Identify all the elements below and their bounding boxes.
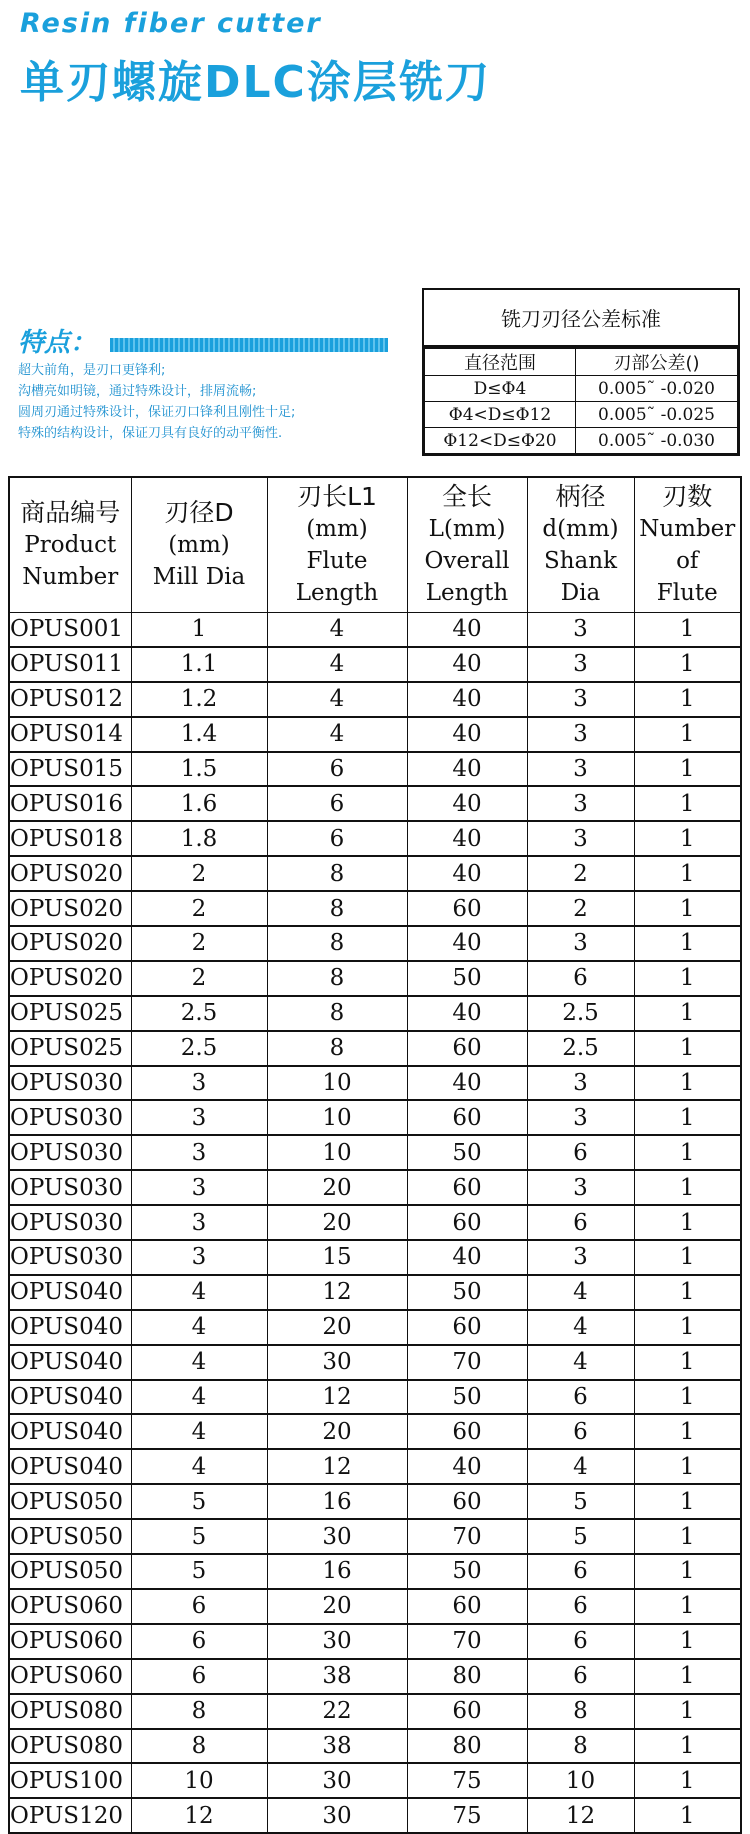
cell-overall-length: 80 xyxy=(407,1729,527,1764)
tolerance-value: 0.005˜ -0.025 xyxy=(576,402,738,428)
cell-flute-length: 20 xyxy=(267,1310,407,1345)
cell-shank-dia: 3 xyxy=(527,926,634,961)
cell-flute-count: 1 xyxy=(634,1519,741,1554)
cell-flute-length: 12 xyxy=(267,1380,407,1415)
cell-mill-dia: 5 xyxy=(131,1519,267,1554)
table-row xyxy=(9,682,741,717)
cell-product-number: OPUS030 xyxy=(9,1240,131,1275)
cell-mill-dia: 2.5 xyxy=(131,1031,267,1066)
table-row xyxy=(9,996,741,1031)
cell-shank-dia: 3 xyxy=(527,1240,634,1275)
cell-product-number: OPUS030 xyxy=(9,1135,131,1170)
cell-overall-length: 40 xyxy=(407,786,527,821)
cell-flute-length: 8 xyxy=(267,926,407,961)
header-en: Length xyxy=(295,580,379,606)
cell-product-number: OPUS040 xyxy=(9,1345,131,1380)
cell-flute-length: 8 xyxy=(267,961,407,996)
cell-mill-dia: 1.8 xyxy=(131,821,267,856)
cell-overall-length: 40 xyxy=(407,682,527,717)
cell-mill-dia: 10 xyxy=(131,1763,267,1798)
cell-mill-dia: 8 xyxy=(131,1694,267,1729)
header-product-number xyxy=(9,477,131,613)
cell-overall-length: 70 xyxy=(407,1624,527,1659)
header-en: of xyxy=(676,548,699,574)
cell-mill-dia: 4 xyxy=(131,1345,267,1380)
header-en: Number xyxy=(22,564,119,590)
table-row xyxy=(9,1519,741,1554)
cell-shank-dia: 6 xyxy=(527,1205,634,1240)
cell-overall-length: 40 xyxy=(407,752,527,787)
cell-flute-count: 1 xyxy=(634,1310,741,1345)
table-row xyxy=(9,1066,741,1101)
cell-flute-length: 30 xyxy=(267,1345,407,1380)
cell-product-number: OPUS050 xyxy=(9,1554,131,1589)
cell-mill-dia: 8 xyxy=(131,1729,267,1764)
table-row xyxy=(9,1589,741,1624)
cell-shank-dia: 2 xyxy=(527,891,634,926)
table-row xyxy=(9,1484,741,1519)
cell-product-number: OPUS060 xyxy=(9,1624,131,1659)
table-row xyxy=(9,961,741,996)
header-en: Flute xyxy=(306,548,368,574)
cell-mill-dia: 3 xyxy=(131,1066,267,1101)
cell-flute-count: 1 xyxy=(634,1624,741,1659)
cell-product-number: OPUS030 xyxy=(9,1170,131,1205)
header-flute-count xyxy=(634,477,741,613)
header-en: (mm) xyxy=(306,516,368,542)
cell-flute-count: 1 xyxy=(634,1694,741,1729)
cell-overall-length: 60 xyxy=(407,1589,527,1624)
cell-mill-dia: 2 xyxy=(131,856,267,891)
header-overall-length xyxy=(407,477,527,613)
table-row xyxy=(9,1694,741,1729)
tolerance-header-tolerance: 刃部公差() xyxy=(576,349,738,376)
cell-flute-length: 4 xyxy=(267,613,407,647)
header-en: Dia xyxy=(560,580,601,606)
header-cn: 刃长L1 xyxy=(297,482,377,511)
cell-flute-length: 6 xyxy=(267,821,407,856)
cell-mill-dia: 1.1 xyxy=(131,647,267,682)
cell-product-number: OPUS025 xyxy=(9,1031,131,1066)
cell-flute-length: 30 xyxy=(267,1624,407,1659)
cell-overall-length: 60 xyxy=(407,1100,527,1135)
cell-mill-dia: 4 xyxy=(131,1310,267,1345)
cell-overall-length: 40 xyxy=(407,717,527,752)
tolerance-table xyxy=(422,288,740,456)
cell-flute-count: 1 xyxy=(634,613,741,647)
cell-shank-dia: 5 xyxy=(527,1519,634,1554)
cell-flute-length: 4 xyxy=(267,682,407,717)
cell-mill-dia: 1.2 xyxy=(131,682,267,717)
cell-overall-length: 60 xyxy=(407,1031,527,1066)
cell-overall-length: 50 xyxy=(407,961,527,996)
tolerance-range: Φ4<D≤Φ12 xyxy=(425,402,576,428)
cell-overall-length: 40 xyxy=(407,1240,527,1275)
table-row xyxy=(9,821,741,856)
cell-flute-count: 1 xyxy=(634,682,741,717)
cell-overall-length: 50 xyxy=(407,1554,527,1589)
cell-shank-dia: 3 xyxy=(527,1170,634,1205)
table-row xyxy=(9,1170,741,1205)
cell-flute-count: 1 xyxy=(634,1066,741,1101)
cell-overall-length: 60 xyxy=(407,1310,527,1345)
cell-flute-count: 1 xyxy=(634,1031,741,1066)
cell-flute-length: 12 xyxy=(267,1275,407,1310)
table-row xyxy=(9,752,741,787)
table-row xyxy=(9,786,741,821)
cell-flute-count: 1 xyxy=(634,821,741,856)
cell-product-number: OPUS040 xyxy=(9,1380,131,1415)
header-cn: 刃径D xyxy=(164,498,234,527)
cell-overall-length: 70 xyxy=(407,1345,527,1380)
table-row xyxy=(9,647,741,682)
cell-mill-dia: 2 xyxy=(131,961,267,996)
cell-shank-dia: 4 xyxy=(527,1310,634,1345)
cell-overall-length: 50 xyxy=(407,1275,527,1310)
cell-flute-count: 1 xyxy=(634,786,741,821)
cell-flute-length: 10 xyxy=(267,1066,407,1101)
cell-flute-length: 12 xyxy=(267,1449,407,1484)
feature-line: 沟槽亮如明镜，通过特殊设计，排屑流畅; xyxy=(18,384,257,399)
cell-flute-count: 1 xyxy=(634,1170,741,1205)
cell-mill-dia: 4 xyxy=(131,1449,267,1484)
cell-flute-count: 1 xyxy=(634,1205,741,1240)
cell-product-number: OPUS050 xyxy=(9,1519,131,1554)
cell-shank-dia: 6 xyxy=(527,1380,634,1415)
tolerance-value: 0.005˜ -0.030 xyxy=(576,428,738,454)
table-row xyxy=(9,613,741,647)
table-row xyxy=(9,1729,741,1764)
features-heading: 特点： xyxy=(18,328,97,358)
tolerance-range: Φ12<D≤Φ20 xyxy=(425,428,576,454)
cell-overall-length: 50 xyxy=(407,1380,527,1415)
cell-flute-count: 1 xyxy=(634,1589,741,1624)
cell-product-number: OPUS020 xyxy=(9,926,131,961)
cell-overall-length: 80 xyxy=(407,1659,527,1694)
cell-flute-count: 1 xyxy=(634,1135,741,1170)
cell-flute-count: 1 xyxy=(634,1484,741,1519)
cell-flute-length: 30 xyxy=(267,1519,407,1554)
cell-shank-dia: 3 xyxy=(527,1100,634,1135)
cell-flute-count: 1 xyxy=(634,1100,741,1135)
cell-mill-dia: 4 xyxy=(131,1414,267,1449)
cell-shank-dia: 2.5 xyxy=(527,996,634,1031)
cell-product-number: OPUS040 xyxy=(9,1449,131,1484)
header-cn: 全长 xyxy=(441,482,492,511)
cell-shank-dia: 4 xyxy=(527,1275,634,1310)
cell-flute-length: 10 xyxy=(267,1100,407,1135)
cell-shank-dia: 4 xyxy=(527,1345,634,1380)
cell-flute-count: 1 xyxy=(634,752,741,787)
cell-mill-dia: 12 xyxy=(131,1798,267,1833)
header-en: d(mm) xyxy=(542,516,619,542)
cell-mill-dia: 1 xyxy=(131,613,267,647)
cell-shank-dia: 6 xyxy=(527,1659,634,1694)
header-cn: 刃数 xyxy=(662,482,713,511)
tolerance-grid xyxy=(424,348,738,454)
title-english: Resin fiber cutter xyxy=(20,8,322,39)
table-row xyxy=(9,1275,741,1310)
table-row xyxy=(9,1031,741,1066)
cell-product-number: OPUS030 xyxy=(9,1066,131,1101)
cell-shank-dia: 10 xyxy=(527,1763,634,1798)
features-list xyxy=(18,360,295,444)
cell-flute-length: 38 xyxy=(267,1659,407,1694)
cell-overall-length: 60 xyxy=(407,1694,527,1729)
cell-product-number: OPUS001 xyxy=(9,613,131,647)
table-row xyxy=(9,891,741,926)
table-row xyxy=(9,1100,741,1135)
product-table-body xyxy=(9,613,741,1834)
cell-flute-length: 16 xyxy=(267,1554,407,1589)
header-en: Flute xyxy=(656,580,718,606)
cell-overall-length: 70 xyxy=(407,1519,527,1554)
header-en: Product xyxy=(24,532,117,558)
table-row xyxy=(9,926,741,961)
cell-mill-dia: 5 xyxy=(131,1554,267,1589)
cell-flute-length: 8 xyxy=(267,856,407,891)
cell-shank-dia: 6 xyxy=(527,1135,634,1170)
cell-product-number: OPUS030 xyxy=(9,1100,131,1135)
table-row xyxy=(9,1380,741,1415)
cell-overall-length: 50 xyxy=(407,1135,527,1170)
header-en: (mm) xyxy=(168,532,230,558)
tolerance-header-range: 直径范围 xyxy=(425,349,576,376)
cell-shank-dia: 3 xyxy=(527,613,634,647)
cell-mill-dia: 3 xyxy=(131,1205,267,1240)
cell-product-number: OPUS100 xyxy=(9,1763,131,1798)
cell-overall-length: 75 xyxy=(407,1798,527,1833)
cell-overall-length: 40 xyxy=(407,613,527,647)
header-shank-dia xyxy=(527,477,634,613)
cell-mill-dia: 6 xyxy=(131,1659,267,1694)
cell-shank-dia: 3 xyxy=(527,752,634,787)
cell-overall-length: 60 xyxy=(407,1484,527,1519)
table-row xyxy=(9,1310,741,1345)
cell-shank-dia: 3 xyxy=(527,647,634,682)
cell-flute-length: 8 xyxy=(267,996,407,1031)
cell-product-number: OPUS011 xyxy=(9,647,131,682)
table-row xyxy=(9,1554,741,1589)
cell-flute-length: 10 xyxy=(267,1135,407,1170)
feature-line: 超大前角，是刃口更锋利; xyxy=(18,363,166,378)
cell-product-number: OPUS040 xyxy=(9,1310,131,1345)
cell-product-number: OPUS014 xyxy=(9,717,131,752)
cell-flute-count: 1 xyxy=(634,1449,741,1484)
cell-shank-dia: 3 xyxy=(527,821,634,856)
cell-overall-length: 40 xyxy=(407,926,527,961)
cell-flute-count: 1 xyxy=(634,856,741,891)
header-en: L(mm) xyxy=(428,516,506,542)
cell-mill-dia: 1.4 xyxy=(131,717,267,752)
cell-shank-dia: 4 xyxy=(527,1449,634,1484)
cell-mill-dia: 6 xyxy=(131,1624,267,1659)
cell-flute-count: 1 xyxy=(634,926,741,961)
cell-product-number: OPUS120 xyxy=(9,1798,131,1833)
cell-flute-count: 1 xyxy=(634,1798,741,1833)
cell-flute-length: 20 xyxy=(267,1589,407,1624)
cell-mill-dia: 4 xyxy=(131,1380,267,1415)
cell-shank-dia: 6 xyxy=(527,1624,634,1659)
title-chinese: 单刃螺旋DLC涂层铣刀 xyxy=(20,57,491,108)
cell-product-number: OPUS020 xyxy=(9,856,131,891)
header-en: Shank xyxy=(543,548,618,574)
cell-mill-dia: 2 xyxy=(131,926,267,961)
cell-flute-length: 30 xyxy=(267,1763,407,1798)
cell-mill-dia: 1.5 xyxy=(131,752,267,787)
cell-product-number: OPUS020 xyxy=(9,961,131,996)
cell-mill-dia: 3 xyxy=(131,1135,267,1170)
cell-overall-length: 60 xyxy=(407,1170,527,1205)
feature-line: 圆周刃通过特殊设计，保证刃口锋利且刚性十足; xyxy=(18,405,296,420)
cell-product-number: OPUS080 xyxy=(9,1729,131,1764)
cell-flute-length: 6 xyxy=(267,752,407,787)
cell-product-number: OPUS080 xyxy=(9,1694,131,1729)
cell-flute-length: 8 xyxy=(267,891,407,926)
table-row xyxy=(9,1135,741,1170)
cell-shank-dia: 6 xyxy=(527,1554,634,1589)
header-en: Number xyxy=(639,516,736,542)
cell-overall-length: 40 xyxy=(407,856,527,891)
cell-flute-count: 1 xyxy=(634,1380,741,1415)
cell-flute-count: 1 xyxy=(634,1240,741,1275)
tolerance-value: 0.005˜ -0.020 xyxy=(576,376,738,402)
cell-shank-dia: 3 xyxy=(527,1066,634,1101)
table-row xyxy=(9,1624,741,1659)
cell-flute-count: 1 xyxy=(634,891,741,926)
table-row xyxy=(9,1449,741,1484)
table-row xyxy=(9,717,741,752)
cell-flute-length: 20 xyxy=(267,1170,407,1205)
cell-mill-dia: 3 xyxy=(131,1170,267,1205)
cell-mill-dia: 2 xyxy=(131,891,267,926)
cell-product-number: OPUS016 xyxy=(9,786,131,821)
cell-mill-dia: 3 xyxy=(131,1240,267,1275)
cell-flute-count: 1 xyxy=(634,1345,741,1380)
cell-product-number: OPUS030 xyxy=(9,1205,131,1240)
cell-overall-length: 40 xyxy=(407,1066,527,1101)
cell-flute-length: 4 xyxy=(267,717,407,752)
cell-mill-dia: 4 xyxy=(131,1275,267,1310)
cell-flute-count: 1 xyxy=(634,1729,741,1764)
cell-shank-dia: 3 xyxy=(527,682,634,717)
cell-flute-length: 22 xyxy=(267,1694,407,1729)
header-cn: 商品编号 xyxy=(20,498,121,527)
header-en: Mill Dia xyxy=(152,564,246,590)
cell-shank-dia: 2 xyxy=(527,856,634,891)
product-table-header xyxy=(9,477,741,613)
header-cn: 柄径 xyxy=(555,482,606,511)
cell-shank-dia: 8 xyxy=(527,1694,634,1729)
cell-shank-dia: 3 xyxy=(527,717,634,752)
cell-shank-dia: 5 xyxy=(527,1484,634,1519)
cell-shank-dia: 8 xyxy=(527,1729,634,1764)
cell-product-number: OPUS020 xyxy=(9,891,131,926)
cell-flute-count: 1 xyxy=(634,1414,741,1449)
cell-product-number: OPUS060 xyxy=(9,1589,131,1624)
cell-shank-dia: 3 xyxy=(527,786,634,821)
cell-flute-length: 4 xyxy=(267,647,407,682)
cell-mill-dia: 5 xyxy=(131,1484,267,1519)
cell-flute-count: 1 xyxy=(634,1554,741,1589)
header-mill-dia xyxy=(131,477,267,613)
cell-flute-length: 20 xyxy=(267,1414,407,1449)
cell-flute-length: 38 xyxy=(267,1729,407,1764)
cell-product-number: OPUS040 xyxy=(9,1275,131,1310)
features-decorative-bar xyxy=(110,338,388,352)
cell-overall-length: 60 xyxy=(407,1205,527,1240)
table-row xyxy=(9,1240,741,1275)
cell-flute-count: 1 xyxy=(634,1659,741,1694)
cell-overall-length: 40 xyxy=(407,821,527,856)
cell-product-number: OPUS040 xyxy=(9,1414,131,1449)
cell-shank-dia: 2.5 xyxy=(527,1031,634,1066)
cell-flute-count: 1 xyxy=(634,717,741,752)
header-en: Length xyxy=(425,580,509,606)
cell-mill-dia: 3 xyxy=(131,1100,267,1135)
tolerance-title: 铣刀刃径公差标准 xyxy=(424,290,738,348)
cell-shank-dia: 6 xyxy=(527,1414,634,1449)
cell-flute-length: 20 xyxy=(267,1205,407,1240)
cell-overall-length: 60 xyxy=(407,891,527,926)
cell-shank-dia: 6 xyxy=(527,961,634,996)
tolerance-range: D≤Φ4 xyxy=(425,376,576,402)
cell-flute-count: 1 xyxy=(634,961,741,996)
table-row xyxy=(9,856,741,891)
table-row xyxy=(9,1205,741,1240)
cell-flute-count: 1 xyxy=(634,647,741,682)
cell-mill-dia: 1.6 xyxy=(131,786,267,821)
cell-flute-count: 1 xyxy=(634,996,741,1031)
table-row xyxy=(9,1414,741,1449)
cell-overall-length: 60 xyxy=(407,1414,527,1449)
cell-overall-length: 75 xyxy=(407,1763,527,1798)
cell-product-number: OPUS060 xyxy=(9,1659,131,1694)
cell-overall-length: 40 xyxy=(407,1449,527,1484)
header-en: Overall xyxy=(424,548,510,574)
cell-flute-length: 8 xyxy=(267,1031,407,1066)
cell-flute-count: 1 xyxy=(634,1275,741,1310)
cell-mill-dia: 6 xyxy=(131,1589,267,1624)
cell-shank-dia: 6 xyxy=(527,1589,634,1624)
cell-product-number: OPUS025 xyxy=(9,996,131,1031)
header-flute-length xyxy=(267,477,407,613)
cell-flute-count: 1 xyxy=(634,1763,741,1798)
cell-overall-length: 40 xyxy=(407,647,527,682)
cell-flute-length: 30 xyxy=(267,1798,407,1833)
cell-overall-length: 40 xyxy=(407,996,527,1031)
cell-flute-length: 6 xyxy=(267,786,407,821)
cell-product-number: OPUS050 xyxy=(9,1484,131,1519)
table-row xyxy=(9,1659,741,1694)
cell-flute-length: 15 xyxy=(267,1240,407,1275)
cell-mill-dia: 2.5 xyxy=(131,996,267,1031)
cell-shank-dia: 12 xyxy=(527,1798,634,1833)
table-row xyxy=(9,1345,741,1380)
product-table xyxy=(8,476,742,1834)
cell-product-number: OPUS012 xyxy=(9,682,131,717)
table-row xyxy=(9,1763,741,1798)
cell-product-number: OPUS015 xyxy=(9,752,131,787)
cell-flute-length: 16 xyxy=(267,1484,407,1519)
feature-line: 特殊的结构设计，保证刀具有良好的动平衡性. xyxy=(18,426,283,441)
cell-product-number: OPUS018 xyxy=(9,821,131,856)
